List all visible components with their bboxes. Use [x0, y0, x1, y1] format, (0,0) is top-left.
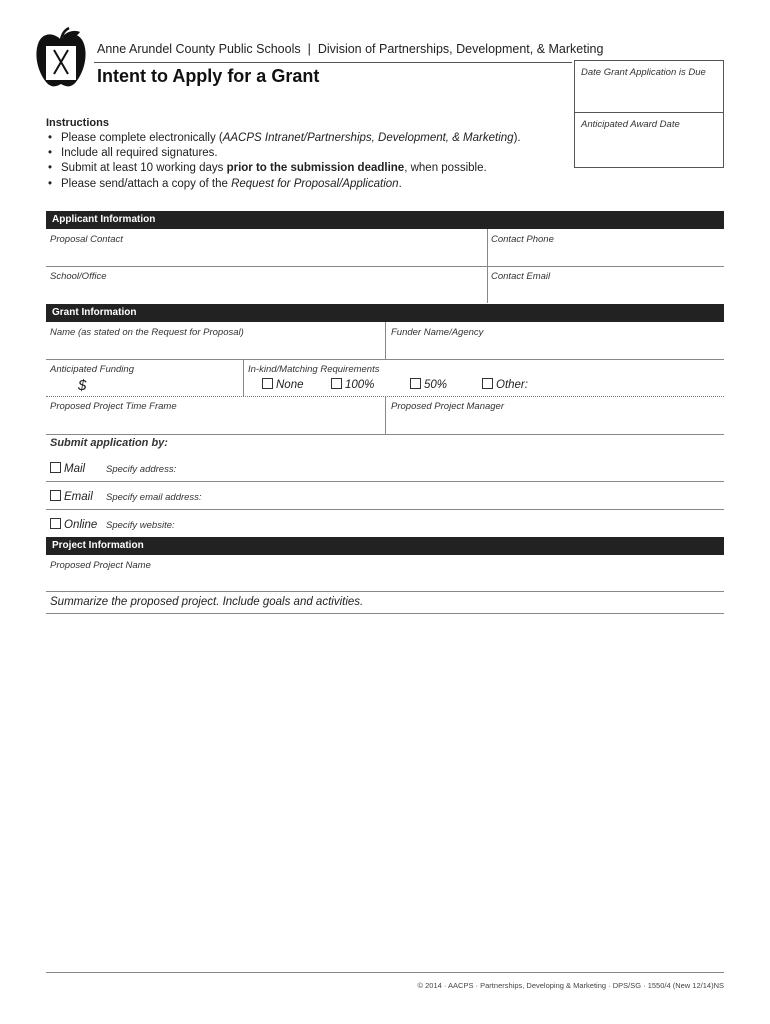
instruction-item: • Please complete electronically (AACPS Intranet/Partnerships, Development, & Marketing). — [46, 131, 521, 146]
50-checkbox[interactable] — [410, 378, 421, 389]
grant-information-heading: Grant Information — [46, 304, 724, 322]
date-due-label: Date Grant Application is Due — [581, 67, 706, 78]
summary-prompt: Summarize the proposed project. Include goals and activities. — [50, 596, 364, 608]
submit-email-option[interactable]: Email — [50, 490, 93, 503]
grant-name-field[interactable] — [46, 322, 385, 358]
title-rule — [94, 62, 572, 63]
footer-rule — [46, 972, 724, 973]
project-information-heading: Project Information — [46, 537, 724, 555]
award-date-field[interactable] — [575, 113, 723, 130]
instructions-title: Instructions — [46, 117, 109, 129]
online-checkbox[interactable] — [50, 518, 61, 529]
division-name: Division of Partnerships, Development, & Marketing — [317, 42, 604, 56]
funder-label: Funder Name/Agency — [391, 327, 484, 338]
instruction-item: • Submit at least 10 working days prior to the submission deadline, when possible. — [46, 161, 521, 176]
instruction-item: • Please send/attach a copy of the Request for Proposal/Application. — [46, 177, 521, 192]
website-field[interactable] — [180, 514, 724, 536]
contact-email-field[interactable] — [488, 267, 724, 303]
row-divider — [46, 591, 724, 592]
instructions-list — [46, 131, 521, 192]
project-manager-label: Proposed Project Manager — [391, 401, 505, 412]
school-office-label: School/Office — [50, 271, 107, 282]
submit-mail-option[interactable]: Mail — [50, 462, 85, 475]
mail-checkbox[interactable] — [50, 462, 61, 473]
inkind-label: In-kind/Matching Requirements — [248, 364, 380, 375]
dates-box — [574, 60, 724, 168]
option-50[interactable]: 50% — [410, 378, 447, 391]
none-checkbox[interactable] — [262, 378, 273, 389]
online-hint: Specify website: — [106, 520, 175, 531]
100-checkbox[interactable] — [331, 378, 342, 389]
anticipated-funding-field[interactable] — [92, 376, 240, 396]
project-manager-field[interactable] — [386, 397, 724, 433]
funder-field[interactable] — [386, 322, 724, 358]
header-separator: | — [307, 42, 311, 56]
option-100[interactable]: 100% — [331, 378, 374, 391]
dollar-sign: $ — [78, 377, 87, 394]
mail-address-field[interactable] — [180, 458, 724, 480]
option-other[interactable]: Other: — [482, 378, 528, 391]
organization-name: Anne Arundel County Public Schools — [97, 42, 301, 56]
email-checkbox[interactable] — [50, 490, 61, 501]
applicant-information-heading: Applicant Information — [46, 211, 724, 229]
row-divider — [46, 434, 724, 435]
award-date-label: Anticipated Award Date — [581, 119, 680, 130]
contact-phone-field[interactable] — [488, 229, 724, 265]
row-divider — [46, 509, 724, 510]
grant-name-label: Name (as stated on the Request for Proposal) — [50, 327, 244, 338]
time-frame-field[interactable] — [46, 397, 385, 433]
email-hint: Specify email address: — [106, 492, 202, 503]
mail-hint: Specify address: — [106, 464, 177, 475]
option-none[interactable]: None — [262, 378, 304, 391]
row-divider — [46, 481, 724, 482]
proposal-contact-label: Proposal Contact — [50, 234, 123, 245]
footer-text: © 2014 · AACPS · Partnerships, Developing & Marketing · DPS/SG · 1550/4 (New 12/14)NS — [417, 981, 724, 990]
other-checkbox[interactable] — [482, 378, 493, 389]
proposal-contact-field[interactable] — [46, 229, 487, 265]
form-title: Intent to Apply for a Grant — [97, 66, 320, 86]
school-office-field[interactable] — [46, 267, 487, 303]
instruction-item: • Include all required signatures. — [46, 146, 521, 161]
row-divider — [46, 613, 724, 614]
row-divider — [46, 359, 724, 360]
time-frame-label: Proposed Project Time Frame — [50, 401, 177, 412]
submit-online-option[interactable]: Online — [50, 518, 97, 531]
other-field[interactable] — [532, 377, 722, 395]
email-address-field[interactable] — [205, 486, 724, 508]
project-name-field[interactable] — [46, 556, 724, 590]
aacps-apple-logo-icon — [34, 26, 88, 90]
date-due-field[interactable] — [575, 61, 723, 113]
anticipated-funding-label: Anticipated Funding — [50, 364, 134, 375]
contact-phone-label: Contact Phone — [491, 234, 554, 245]
column-divider — [243, 360, 244, 396]
summary-textarea[interactable] — [46, 615, 724, 967]
submit-by-title: Submit application by: — [50, 437, 168, 449]
project-name-label: Proposed Project Name — [50, 560, 151, 571]
contact-email-label: Contact Email — [491, 271, 551, 282]
header-organization-line — [97, 42, 603, 56]
